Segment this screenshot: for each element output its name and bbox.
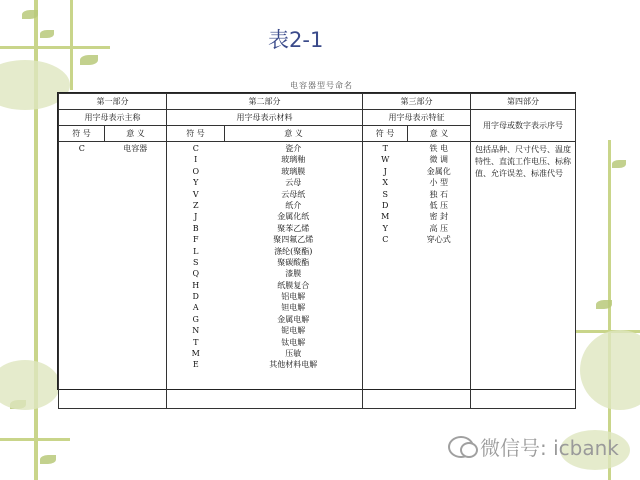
caption-scrap: 电容器型号命名 — [290, 81, 353, 90]
material-meaning: 纸膜复合 — [277, 280, 310, 290]
material-code: F — [192, 235, 199, 245]
material-code: J — [194, 212, 198, 222]
part1-code-cell — [59, 142, 105, 409]
sub-header: 用字母或数字表示序号 — [471, 110, 576, 142]
feature-meaning: 低 压 — [429, 200, 449, 210]
feature-code: Y — [382, 223, 388, 233]
material-code: L — [193, 246, 199, 256]
part-header-row — [59, 94, 576, 110]
sub-header-row — [59, 110, 576, 126]
part2-codes-cell — [167, 142, 225, 409]
wechat-icon — [448, 436, 474, 458]
column-header: 意 义 — [408, 126, 471, 142]
column-header: 符 号 — [59, 126, 105, 142]
material-meaning: 铌电解 — [281, 326, 306, 336]
material-meaning: 金属化纸 — [277, 212, 310, 222]
material-code: H — [192, 280, 200, 290]
material-code: G — [192, 314, 199, 324]
column-header: 符 号 — [167, 126, 225, 142]
part3-meanings-cell — [408, 142, 471, 409]
material-code: M — [191, 349, 200, 359]
material-meaning: 玻璃膜 — [281, 166, 306, 176]
material-meaning: 纸介 — [285, 200, 302, 210]
column-header: 符 号 — [363, 126, 408, 142]
feature-code: X — [382, 178, 389, 188]
part4-description: 包括品种、尺寸代号、温度特性、直流工作电压、标称值、允许误差、标准代号 — [471, 142, 576, 409]
material-meaning: 云母 — [285, 178, 302, 188]
part1-code: C — [78, 144, 85, 153]
table-body-row — [59, 142, 576, 409]
feature-code: S — [382, 189, 388, 199]
sub-header: 用字母表示特征 — [363, 110, 471, 126]
material-meaning: 瓷介 — [285, 144, 302, 153]
feature-meaning: 金属化 — [426, 166, 451, 176]
feature-code: T — [382, 144, 388, 153]
part-header: 第三部分 — [363, 94, 471, 110]
material-meaning: 云母纸 — [281, 189, 306, 199]
material-meaning: 铝电解 — [281, 292, 306, 302]
feature-code: C — [382, 235, 389, 245]
material-meaning: 聚四氟乙烯 — [273, 235, 314, 245]
material-code: Y — [193, 178, 199, 188]
material-code: E — [192, 360, 199, 370]
feature-meaning: 高 压 — [429, 223, 449, 233]
feature-code: W — [381, 155, 390, 165]
feature-meaning: 密 封 — [429, 212, 449, 222]
feature-code: D — [382, 200, 389, 210]
material-meaning: 其他材料电解 — [269, 360, 318, 370]
material-meaning: 聚苯乙烯 — [277, 223, 310, 233]
part3-codes-cell — [363, 142, 408, 409]
material-code: T — [193, 337, 199, 347]
feature-meaning: 铁 电 — [429, 144, 449, 153]
material-meaning: 涤纶(聚酯) — [274, 246, 313, 256]
part-header: 第二部分 — [167, 94, 363, 110]
material-code: C — [192, 144, 199, 153]
watermark-text: 微信号: icbank — [480, 436, 619, 460]
watermark — [448, 432, 619, 461]
sub-header: 用字母表示主称 — [59, 110, 167, 126]
feature-meaning: 微 调 — [429, 155, 449, 165]
feature-meaning: 独 石 — [429, 189, 449, 199]
material-meaning: 压敏 — [285, 349, 302, 359]
feature-code: M — [381, 212, 390, 222]
part2-meanings-cell — [225, 142, 363, 409]
feature-code: J — [383, 166, 387, 176]
material-meaning: 钛电解 — [281, 337, 306, 347]
part-header: 第四部分 — [471, 94, 576, 110]
sub-header: 用字母表示材料 — [167, 110, 363, 126]
slide-title: 表2-1 — [268, 28, 324, 52]
material-meaning: 金属电解 — [277, 314, 310, 324]
part-header: 第一部分 — [59, 94, 167, 110]
material-meaning: 聚碳酸酯 — [277, 257, 310, 267]
material-code: B — [192, 223, 199, 233]
part1-meaning: 电容器 — [123, 144, 148, 153]
material-code: O — [192, 166, 200, 176]
material-meaning: 漆膜 — [285, 269, 302, 279]
column-header: 意 义 — [225, 126, 363, 142]
material-code: I — [194, 155, 198, 165]
material-code: Z — [192, 200, 199, 210]
material-code: N — [192, 326, 200, 336]
material-code: Q — [192, 269, 200, 279]
capacitor-naming-table — [57, 92, 576, 390]
material-code: V — [192, 189, 199, 199]
material-meaning: 钽电解 — [281, 303, 306, 313]
feature-meaning: 穿心式 — [426, 235, 451, 245]
part1-meaning-cell — [105, 142, 167, 409]
material-meaning: 玻璃釉 — [281, 155, 306, 165]
feature-meaning: 小 型 — [429, 178, 449, 188]
material-code: A — [192, 303, 199, 313]
material-code: S — [193, 257, 199, 267]
column-header: 意 义 — [105, 126, 167, 142]
material-code: D — [192, 292, 199, 302]
